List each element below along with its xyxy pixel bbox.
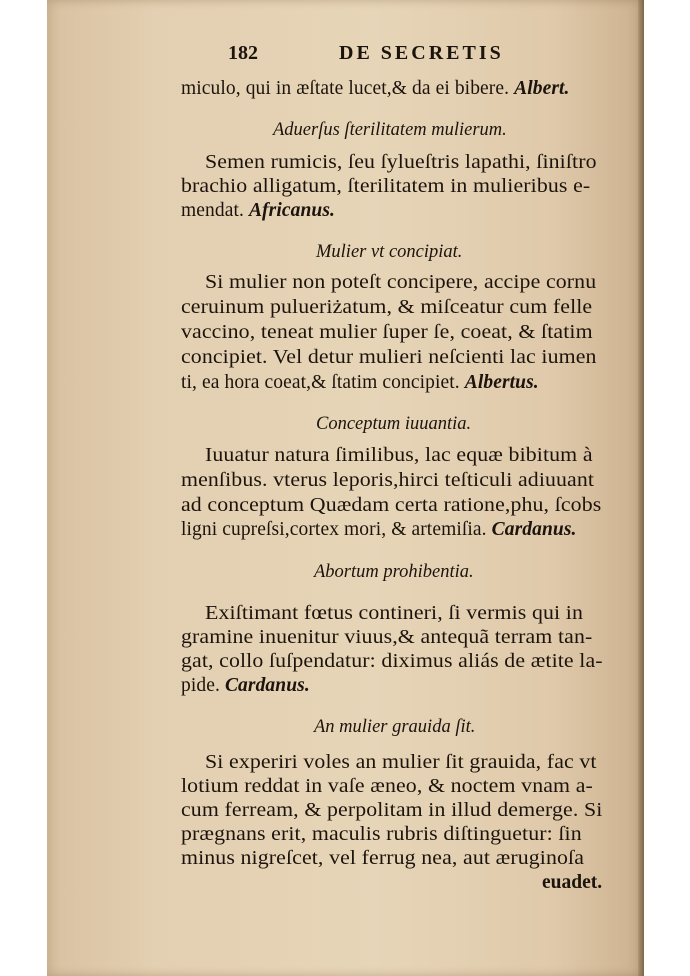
author-citation: Africanus.	[248, 200, 336, 221]
line-text: vaccino, teneat mulier ſuper ſe, coeat, & ſtatim	[181, 322, 593, 343]
section-heading-abortum: Abortum prohibentia.	[314, 562, 474, 582]
text-line	[181, 675, 310, 697]
text-line	[205, 603, 583, 625]
text-line	[181, 824, 582, 846]
line-text: Exiſtimant fœtus contineri, ſi vermis qui in	[205, 603, 583, 624]
line-text: brachio alligatum, ſterilitatem in mulieribus e-	[181, 176, 591, 197]
line-text: ti, ea hora coeat,& ſtatim concipiet.	[181, 372, 465, 393]
text-line	[181, 297, 592, 319]
line-text: Semen rumicis, ſeu ſylueſtris lapathi, ſiniſtro	[205, 152, 597, 173]
text-line	[181, 372, 539, 394]
author-citation: Albert.	[514, 78, 570, 99]
author-citation: Cardanus.	[491, 519, 577, 540]
text-line	[181, 176, 590, 198]
text-line	[205, 445, 593, 467]
text-line	[205, 152, 597, 174]
text-line	[181, 800, 602, 822]
section-heading-conceptum: Conceptum iuuantia.	[316, 414, 472, 434]
line-text: ligni cupreſsi,cortex mori, & artemiſia.	[181, 519, 492, 540]
line-text: miculo, qui in æſtate lucet,& da ei bibere.	[181, 78, 515, 99]
author-citation: Cardanus.	[224, 675, 310, 696]
section-heading-sterilitas: Aduerſus ſterilitatem mulierum.	[273, 120, 507, 140]
text-line	[181, 519, 577, 541]
text-line	[181, 200, 335, 222]
text-line	[181, 347, 597, 369]
section-heading-concipiat: Mulier vt concipiat.	[316, 242, 463, 262]
line-text: menſibus. vterus leporis,hirci teſticuli adiuuant	[181, 470, 595, 491]
text-line	[181, 78, 570, 100]
page-number: 182	[228, 42, 258, 64]
text-line	[205, 752, 597, 774]
text-line	[181, 848, 584, 870]
line-text: ceruinum pulueriżatum, & miſceatur cum felle	[181, 297, 593, 318]
running-title: DE SECRETIS	[339, 42, 504, 64]
line-text: prægnans erit, maculis rubris diſtinguetur: ſin	[181, 824, 582, 845]
line-text: minus nigreſcet, vel ferrug nea, aut æruginoſa	[181, 848, 585, 869]
line-text: Iuuatur natura ſimilibus, lac equæ bibitum à	[205, 445, 593, 466]
text-line	[181, 776, 593, 798]
line-text: Si experiri voles an mulier ſit grauida, fac vt	[205, 752, 597, 773]
line-text: gramine inuenitur viuus,& antequã terram tan-	[181, 627, 593, 648]
line-text: pide.	[181, 675, 225, 696]
text-line	[205, 272, 596, 294]
section-heading-grauida: An mulier grauida ſit.	[314, 717, 476, 737]
author-citation: Albertus.	[464, 372, 539, 393]
text-line	[181, 627, 592, 649]
catchword: euadet.	[542, 872, 603, 893]
line-text: mendat.	[181, 200, 249, 221]
line-text: gat, collo ſuſpendatur: diximus aliás de ætite la-	[181, 651, 603, 672]
text-line	[181, 322, 593, 344]
line-text: lotium reddat in vaſe æneo, & noctem vnam a-	[181, 776, 593, 797]
line-text: concipiet. Vel detur mulieri neſcienti lac iumen	[181, 347, 597, 368]
line-text: cum ferream, & perpolitam in illud demerge. Si	[181, 800, 603, 821]
text-line	[181, 470, 594, 492]
text-line	[181, 495, 601, 517]
text-line	[181, 651, 603, 673]
line-text: Si mulier non poteſt concipere, accipe cornu	[205, 272, 597, 293]
line-text: ad conceptum Quædam certa ratione,phu, ſcobs	[181, 495, 602, 516]
